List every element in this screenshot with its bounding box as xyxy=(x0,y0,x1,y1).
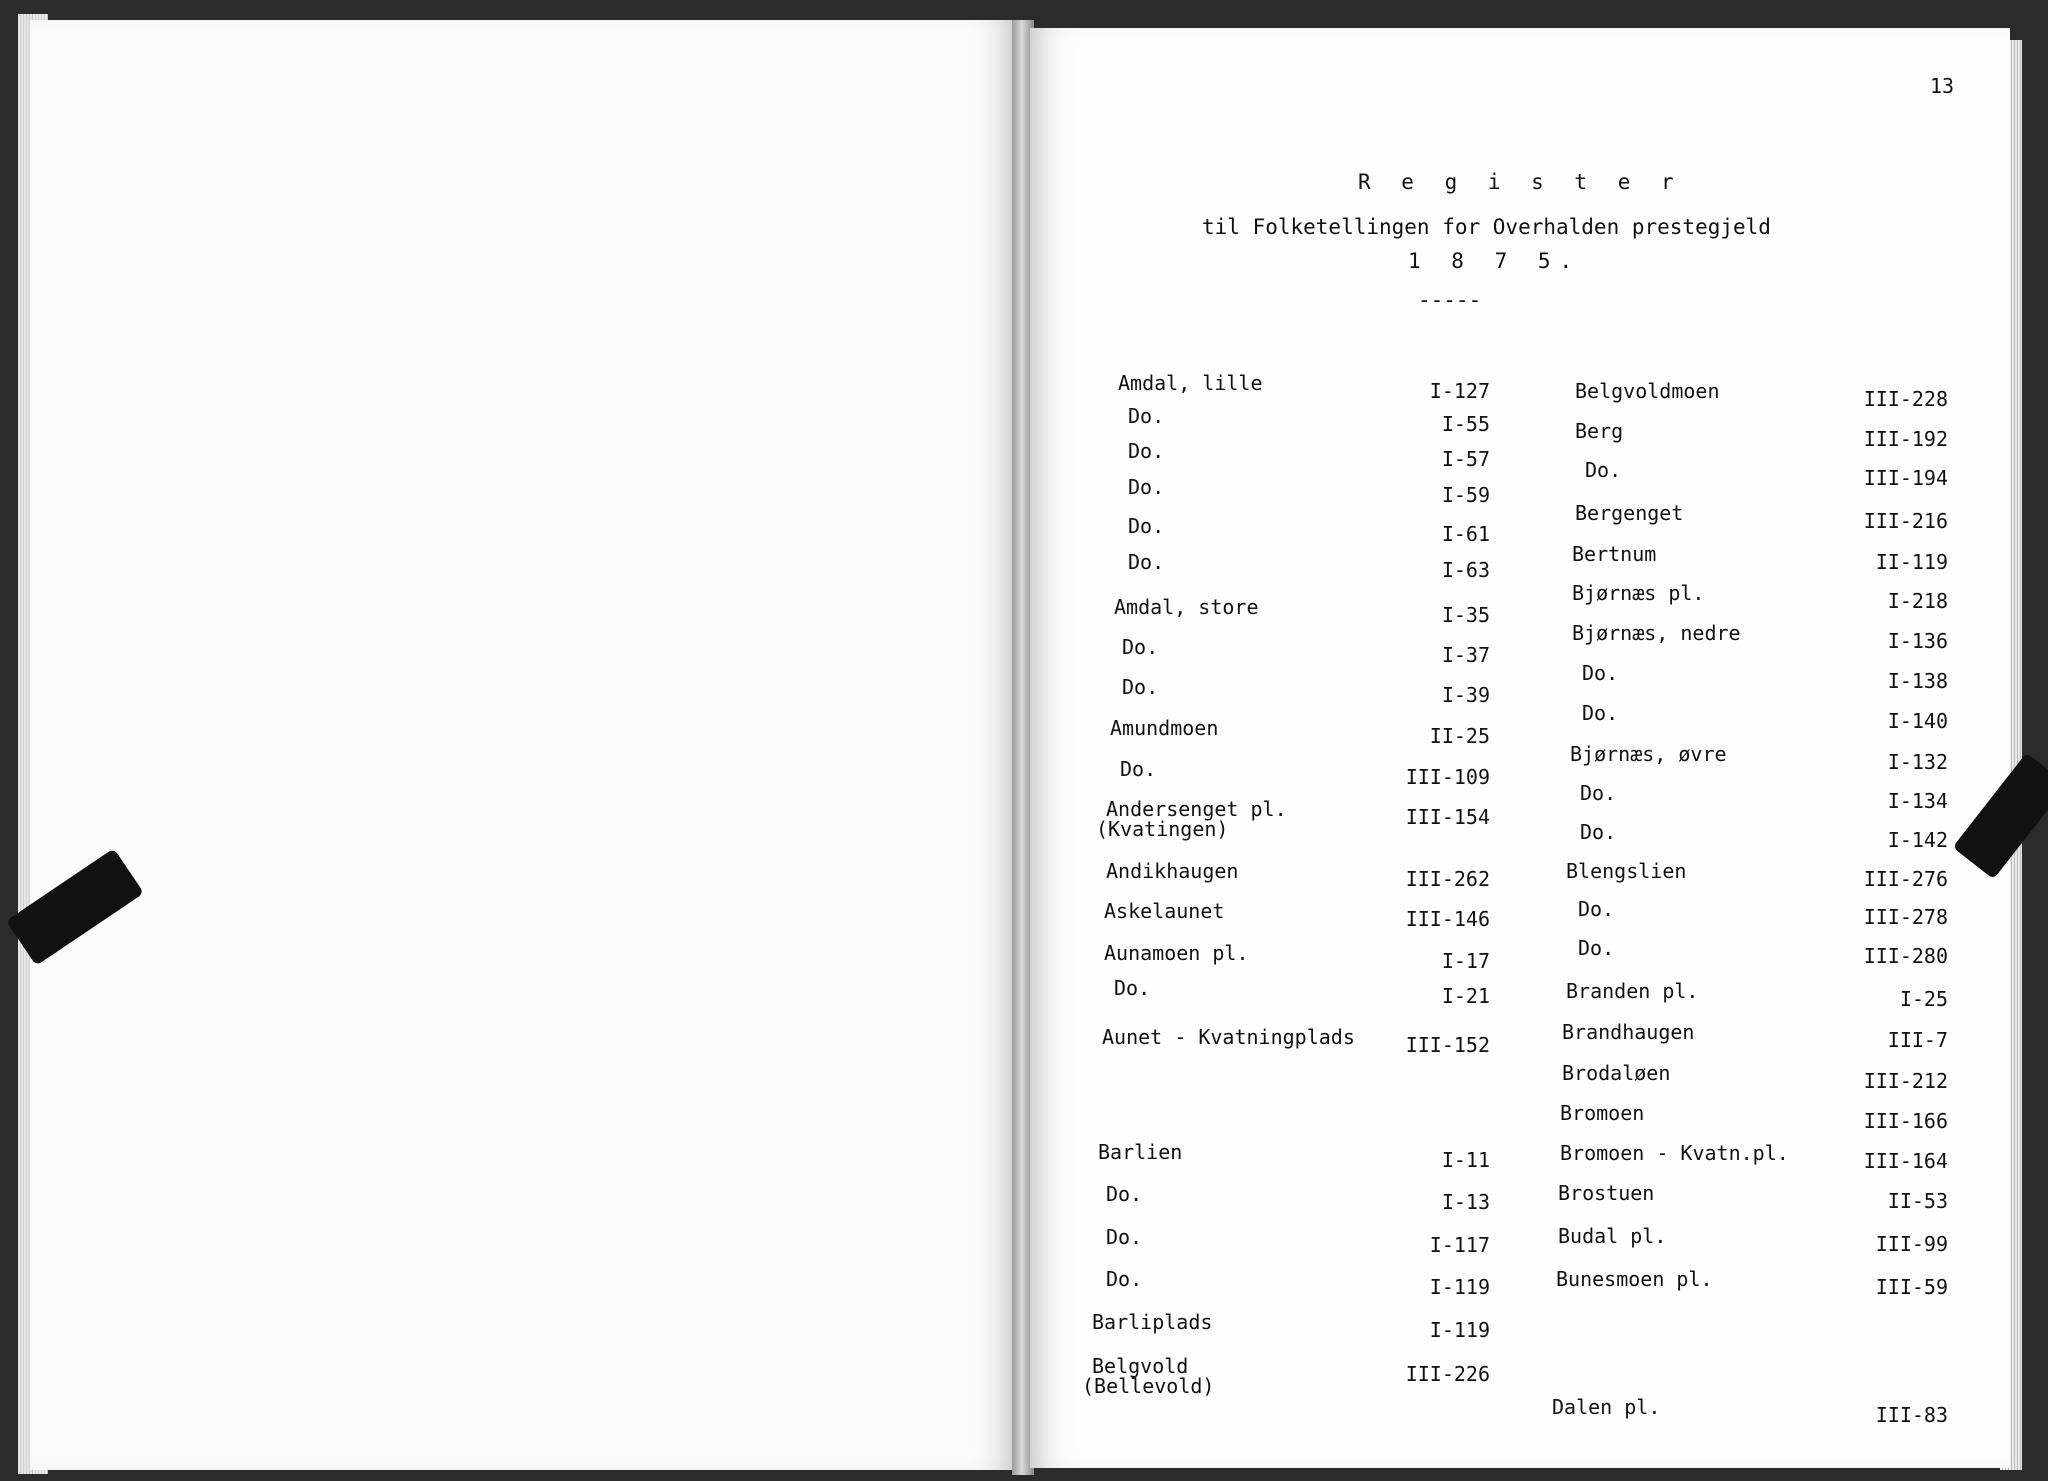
right-place-name: Branden pl. xyxy=(1566,979,1699,1003)
left-page-reference: I-59 xyxy=(1441,483,1490,507)
left-page-blank xyxy=(30,20,1015,1470)
right-page-reference: I-25 xyxy=(1899,987,1948,1011)
left-place-name: Do. xyxy=(1128,439,1165,463)
left-page-reference: I-57 xyxy=(1441,447,1490,471)
right-page-reference: III-228 xyxy=(1863,387,1948,411)
left-place-name: Belgvold xyxy=(1092,1354,1189,1378)
right-page-reference: III-99 xyxy=(1875,1232,1948,1256)
right-page-reference: III-280 xyxy=(1863,944,1948,968)
left-place-name: Amdal, lille xyxy=(1118,371,1263,395)
left-place-name: Barlien xyxy=(1098,1140,1183,1164)
left-place-name: Do. xyxy=(1122,635,1159,659)
right-place-name: Bromoen - Kvatn.pl. xyxy=(1560,1141,1789,1165)
left-page-reference: I-17 xyxy=(1441,949,1490,973)
left-page-reference: III-152 xyxy=(1405,1033,1490,1057)
right-page-reference: III-212 xyxy=(1863,1069,1948,1093)
right-page xyxy=(1030,28,2010,1468)
left-page-reference: I-63 xyxy=(1441,558,1490,582)
left-page-reference: I-119 xyxy=(1429,1318,1490,1342)
left-place-name: Do. xyxy=(1122,675,1159,699)
left-place-name: Andersenget pl. xyxy=(1106,797,1287,821)
left-place-name: Andikhaugen xyxy=(1106,859,1239,883)
right-page-reference: III-164 xyxy=(1863,1149,1948,1173)
right-place-name: Do. xyxy=(1580,781,1617,805)
right-place-name: Brostuen xyxy=(1558,1181,1655,1205)
right-place-name: Bjørnæs, nedre xyxy=(1572,621,1741,645)
left-place-name: Amdal, store xyxy=(1114,595,1259,619)
right-place-name: Brandhaugen xyxy=(1562,1020,1695,1044)
left-place-name: Askelaunet xyxy=(1104,899,1225,923)
right-page-reference: II-119 xyxy=(1875,550,1948,574)
right-page-reference: III-192 xyxy=(1863,427,1948,451)
right-page-reference: I-136 xyxy=(1887,629,1948,653)
left-place-name: Do. xyxy=(1114,976,1151,1000)
left-page-reference: II-25 xyxy=(1429,724,1490,748)
left-place-alt-name: (Kvatingen) xyxy=(1096,817,1229,841)
left-page-reference: I-11 xyxy=(1441,1148,1490,1172)
left-page-reference: I-13 xyxy=(1441,1190,1490,1214)
left-page-reference: I-117 xyxy=(1429,1233,1490,1257)
right-place-name: Bertnum xyxy=(1572,542,1657,566)
left-page-reference: I-55 xyxy=(1441,412,1490,436)
right-page-reference: I-140 xyxy=(1887,709,1948,733)
right-place-name: Do. xyxy=(1582,661,1619,685)
page-number: 13 xyxy=(1930,74,1955,98)
left-page-reference: I-21 xyxy=(1441,984,1490,1008)
left-page-reference: III-262 xyxy=(1405,867,1490,891)
right-place-name: Brodaløen xyxy=(1562,1061,1671,1085)
left-place-name: Do. xyxy=(1106,1225,1143,1249)
right-place-name: Belgvoldmoen xyxy=(1575,379,1720,403)
right-page-reference: III-278 xyxy=(1863,905,1948,929)
right-page-reference: III-83 xyxy=(1875,1403,1948,1427)
right-place-name: Budal pl. xyxy=(1558,1224,1667,1248)
right-page-reference: I-134 xyxy=(1887,789,1948,813)
right-page-reference: III-59 xyxy=(1875,1275,1948,1299)
right-place-name: Bromoen xyxy=(1560,1101,1645,1125)
register-year: 1 8 7 5. xyxy=(1408,249,1582,273)
right-page-reference: II-53 xyxy=(1887,1189,1948,1213)
right-place-name: Do. xyxy=(1580,820,1617,844)
left-page-reference: I-37 xyxy=(1441,643,1490,667)
left-page-reference: I-127 xyxy=(1429,379,1490,403)
right-place-name: Do. xyxy=(1585,458,1622,482)
left-page-reference: III-226 xyxy=(1405,1362,1490,1386)
left-place-name: Aunet - Kvatningplads xyxy=(1102,1025,1355,1049)
right-page-reference: III-216 xyxy=(1863,509,1948,533)
right-page-reference: I-218 xyxy=(1887,589,1948,613)
right-page-reference: III-166 xyxy=(1863,1109,1948,1133)
right-place-name: Do. xyxy=(1582,701,1619,725)
left-place-name: Do. xyxy=(1120,757,1157,781)
left-place-name: Do. xyxy=(1128,550,1165,574)
left-page-reference: III-154 xyxy=(1405,805,1490,829)
right-place-name: Bjørnæs, øvre xyxy=(1570,742,1727,766)
right-page-reference: III-7 xyxy=(1887,1028,1948,1052)
left-place-alt-name: (Bellevold) xyxy=(1082,1374,1215,1398)
left-place-name: Do. xyxy=(1128,404,1165,428)
register-subtitle: til Folketellingen for Overhalden prestegjeld xyxy=(1202,215,1771,239)
right-page-reference: I-132 xyxy=(1887,750,1948,774)
right-place-name: Bunesmoen pl. xyxy=(1556,1267,1713,1291)
left-page-reference: I-39 xyxy=(1441,683,1490,707)
left-place-name: Do. xyxy=(1128,475,1165,499)
left-page-reference: I-119 xyxy=(1429,1275,1490,1299)
left-place-name: Do. xyxy=(1106,1182,1143,1206)
right-place-name: Dalen pl. xyxy=(1552,1395,1661,1419)
left-page-reference: I-35 xyxy=(1441,603,1490,627)
right-page-reference: I-142 xyxy=(1887,828,1948,852)
left-page-reference: III-146 xyxy=(1405,907,1490,931)
right-place-name: Berg xyxy=(1575,419,1624,443)
right-page-reference: III-194 xyxy=(1863,466,1948,490)
right-place-name: Blengslien xyxy=(1566,859,1687,883)
left-place-name: Amundmoen xyxy=(1110,716,1219,740)
left-page-reference: III-109 xyxy=(1405,765,1490,789)
left-place-name: Barliplads xyxy=(1092,1310,1213,1334)
right-place-name: Bergenget xyxy=(1575,501,1684,525)
right-page-reference: I-138 xyxy=(1887,669,1948,693)
right-place-name: Do. xyxy=(1578,897,1615,921)
left-page-reference: I-61 xyxy=(1441,522,1490,546)
right-page-reference: III-276 xyxy=(1863,867,1948,891)
register-title: R e g i s t e r xyxy=(1358,170,1683,194)
register-rule: ----- xyxy=(1418,288,1482,312)
left-place-name: Do. xyxy=(1128,514,1165,538)
right-place-name: Bjørnæs pl. xyxy=(1572,581,1705,605)
right-place-name: Do. xyxy=(1578,936,1615,960)
left-place-name: Do. xyxy=(1106,1267,1143,1291)
left-place-name: Aunamoen pl. xyxy=(1104,941,1249,965)
